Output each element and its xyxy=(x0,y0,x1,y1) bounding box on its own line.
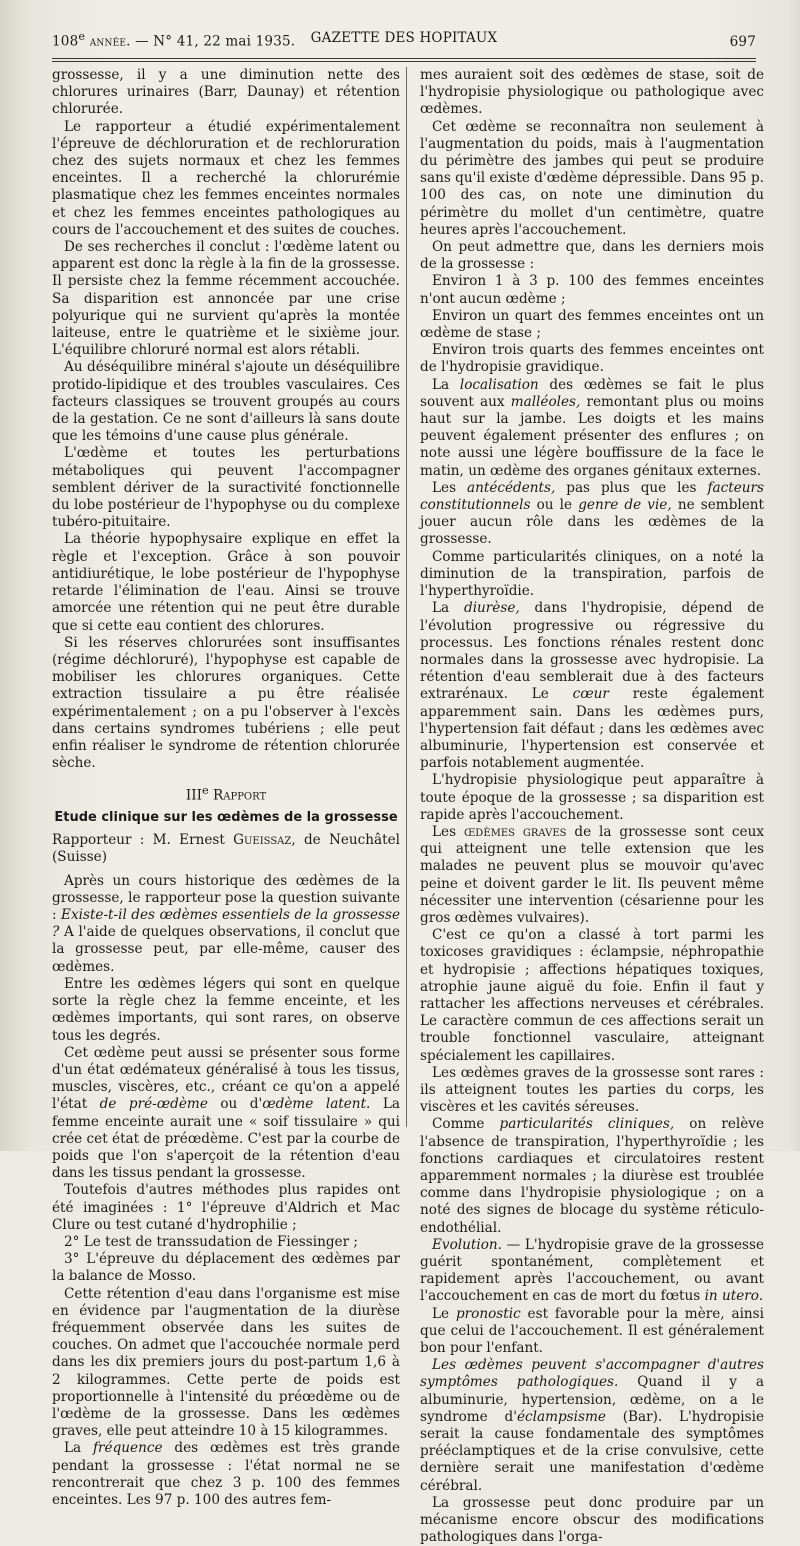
paragraph: grossesse, il y a une diminution nette des chlorures urinaires (Barr, Daunay) et rétention chlorurée. xyxy=(52,67,400,118)
rapporteur-line: Rapporteur : M. Ernest Gueissaz, de Neuchâtel (Suisse) xyxy=(52,832,400,866)
paragraph: Cette rétention d'eau dans l'organisme est mise en évidence par l'augmentation de la diurèse fréquemment observée dans les suites de couches. On admet que l'accouchée normale perd dans les dix premiers jours du post-partum 1,6 à 2 kilogrammes. Cette perte de poids est proportionnelle à l'intensité du préœdème ou de l'œdème de la grossesse. Dans les œdèmes graves, elle peut atteindre 10 à 15 kilogrammes. xyxy=(52,1285,400,1440)
left-column xyxy=(52,67,400,1509)
paragraph: Au déséquilibre minéral s'ajoute un déséquilibre protido-lipidique et des troubles vasculaires. Ces facteurs classiques se trouvent groupés au cours de la gestation. Ce ne sont d'ailleurs là sans doute que les témoins d'une cause plus générale. xyxy=(52,359,400,445)
paragraph: Les antécédents, pas plus que les facteurs constitutionnels ou le genre de vie, ne semblent jouer aucun rôle dans les œdèmes de la grossesse. xyxy=(420,479,764,548)
paragraph: Le rapporteur a étudié expérimentalement l'épreuve de déchloruration et de rechloruration chez des sujets normaux et chez les femmes enceintes. Il a recherché la chlorurémie plasmatique chez les femmes enceintes normales et chez les femmes enceintes pathologiques au cours de l'accouchement et des suites de couches. xyxy=(52,118,400,238)
article-title: Etude clinique sur les œdèmes de la grossesse xyxy=(54,810,398,826)
paragraph: Toutefois d'autres méthodes plus rapides ont été imaginées : 1° l'épreuve d'Aldrich et Mac Clure ou test cutané d'hydrophilie ; xyxy=(52,1182,400,1233)
section-heading: IIIe Rapport xyxy=(185,783,267,804)
paragraph: mes auraient soit des œdèmes de stase, soit de l'hydropisie physiologique ou pathologique avec œdèmes. xyxy=(420,67,764,118)
paragraph: La grossesse peut donc produire par un mécanisme encore obscur des modifications pathologiques dans l'orga- xyxy=(420,1494,764,1546)
paragraph: La diurèse, dans l'hydropisie, dépend de l'évolution progressive ou régressive du processus. Les fonctions rénales restent donc normales dans la grossesse avec hydropisie. La rétention d'eau semblerait due à des facteurs extrarénaux. Le cœur reste également apparemment sain. Dans les œdèmes purs, l'hypertension fait défaut ; dans les œdèmes avec albuminurie, l'hypertension est conservée et parfois notablement augmentée. xyxy=(420,600,765,772)
paragraph: Après un cours historique des œdèmes de la grossesse, le rapporteur pose la question suivante : Existe-t-il des œdèmes essentiels de la grossesse ? A l'aide de quelques observations, il conclut que la grossesse peut, par elle-même, causer des œdèmes. xyxy=(52,872,400,975)
list-item: 3° L'épreuve du déplacement des œdèmes par la balance de Mosso. xyxy=(52,1251,400,1285)
paragraph: Le pronostic est favorable pour la mère, ainsi que celui de l'accouchement. Il est généralement bon pour l'enfant. xyxy=(420,1305,764,1357)
paragraph: Cet œdème se reconnaîtra non seulement à l'augmentation du poids, mais à l'augmentation du périmètre des jambes qui peut se produire sans qu'il existe d'œdème dépressible. Dans 95 p. 100 des cas, on note une diminution du périmètre du mollet d'un centimètre, quatre heures après l'accouchement. xyxy=(420,118,764,238)
paragraph: L'œdème et toutes les perturbations métaboliques qui peuvent l'accompagner semblent dériver de la suractivité fonctionnelle du lobe postérieur de l'hypophyse ou du complexe tubéro-pituitaire. xyxy=(52,445,400,531)
paragraph: Cet œdème peut aussi se présenter sous forme d'un état œdémateux généralisé à tous les tissus, muscles, viscères, etc., créant ce qu'on a appelé l'état de pré-œdème ou d'œdème latent. La femme enceinte aurait une « soif tissulaire » qui crée cet état de préœdème. C'est par la courbe de poids que l'on s'aperçoit de la rétention d'eau dans les tissus pendant la grossesse. xyxy=(52,1044,400,1182)
paragraph: On peut admettre que, dans les derniers mois de la grossesse : xyxy=(420,239,764,273)
paragraph: Evolution. — L'hydropisie grave de la grossesse guérit spontanément, complètement et rapidement après l'accouchement, ou avant l'accouchement en cas de mort du fœtus in utero. xyxy=(420,1236,764,1305)
paragraph: Les œdèmes graves de la grossesse sont ceux qui atteignent une telle extension que les malades ne peuvent plus se mouvoir qu'avec peine et doivent garder le lit. Ils peuvent même nécessiter une intervention (césarienne pour les gros œdèmes vulvaires). xyxy=(420,823,765,926)
list-item: Environ trois quarts des femmes enceintes ont de l'hydropisie gravidique. xyxy=(420,342,764,376)
paragraph: De ses recherches il conclut : l'œdème latent ou apparent est donc la règle à la fin de la grossesse. Il persiste chez la femme récemment accouchée. Sa disparition est annoncée par une crise polyurique qui ne survient qu'après la montée laiteuse, entre le quatrième et le sixième jour. L'équilibre chloruré normal est alors rétabli. xyxy=(52,239,400,359)
header-rule xyxy=(52,61,756,62)
right-column xyxy=(420,67,764,1546)
column-divider xyxy=(406,67,407,1127)
page-number: 697 xyxy=(729,33,756,50)
paragraph: Entre les œdèmes légers qui sont en quelque sorte la règle chez la femme enceinte, et les œdèmes importants, qui sont rares, on observe tous les degrés. xyxy=(52,975,400,1044)
paragraph: Les œdèmes graves de la grossesse sont rares : ils atteignent toutes les parties du corps, les viscères et les cavités séreuses. xyxy=(420,1064,764,1116)
running-header xyxy=(52,30,756,52)
list-item: 2° Le test de transsudation de Fiessinger ; xyxy=(64,1233,358,1250)
paragraph: C'est ce qu'on a classé à tort parmi les toxicoses gravidiques : éclampsie, néphropathie et hydropisie ; affections hépatiques toxiques, atrophie jaune aiguë du foie. Enfin il faut y rattacher les affections nerveuses et cérébrales. Le caractère commun de ces affections serait un trouble fonctionnel vasculaire, atteignant spécialement les capillaires. xyxy=(420,927,764,1064)
paragraph: La localisation des œdèmes se fait le plus souvent aux malléoles, remontant plus ou moins haut sur la jambe. Les doigts et les mains peuvent également présenter des enflures ; on note aussi une légère bouffissure de la face le matin, un œdème des organes génitaux externes. xyxy=(420,376,765,479)
paragraph: Comme particularités cliniques, on relève l'absence de transpiration, l'hyperthyroïdie ; les fonctions cardiaques et circulatoires restent apparemment normales ; la diurèse est troublée comme dans l'hydropisie physiologique ; on a noté des signes de blocage du système réticulo-endothélial. xyxy=(420,1116,765,1236)
paragraph: La théorie hypophysaire explique en effet la règle et l'exception. Grâce à son pouvoir antidiurétique, le lobe postérieur de l'hypophyse retarde l'élimination de l'eau. Ainsi se trouve amorcée une rétention qui ne peut être durable que si cette eau contient des chlorures. xyxy=(52,531,400,634)
issue-info: 108e année. — N° 41, 22 mai 1935. xyxy=(52,30,296,50)
paragraph: Comme particularités cliniques, on a noté la diminution de la transpiration, parfois de l'hyperthyroïdie. xyxy=(420,548,764,600)
paragraph: Les œdèmes peuvent s'accompagner d'autres symptômes pathologiques. Quand il y a albuminurie, hypertension, œdème, on a le syndrome d'éclampsisme (Bar). L'hydropisie serait la cause fondamentale des symptômes prééclamptiques et de la crise convulsive, cette dernière serait une manifestation d'œdème cérébral. xyxy=(420,1357,764,1494)
journal-title: GAZETTE DES HOPITAUX xyxy=(310,30,498,46)
header-rule xyxy=(52,58,756,59)
paragraph: Si les réserves chlorurées sont insuffisantes (régime déchloruré), l'hypophyse est capable de mobiliser les chlorures organiques. Cette extraction tissulaire a pu être réalisée expérimentalement ; on a pu l'observer à l'excès dans certains syndromes tubériens ; elle peut enfin réaliser le syndrome de rétention chlorurée sèche. xyxy=(52,634,400,772)
paragraph: L'hydropisie physiologique peut apparaître à toute époque de la grossesse ; sa disparition est rapide après l'accouchement. xyxy=(420,772,764,823)
paragraph: La fréquence des œdèmes est très grande pendant la grossesse : l'état normal ne se rencontrerait que chez 3 p. 100 des femmes enceintes. Les 97 p. 100 des autres fem- xyxy=(52,1440,401,1508)
list-item: Environ 1 à 3 p. 100 des femmes enceintes n'ont aucun œdème ; xyxy=(420,273,764,307)
list-item: Environ un quart des femmes enceintes ont un œdème de stase ; xyxy=(420,307,764,342)
